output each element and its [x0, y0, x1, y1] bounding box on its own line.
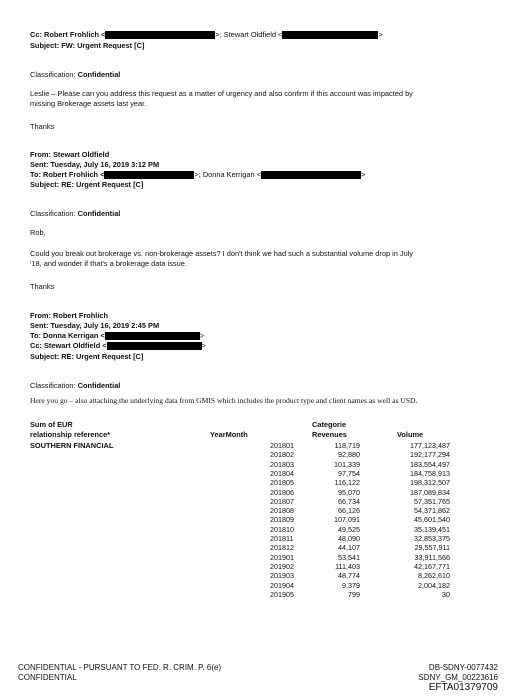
email3-sent: Sent: Tuesday, July 16, 2019 2:45 PM [30, 321, 160, 330]
table-cell-revenue: 107,091 [334, 515, 360, 525]
table-cell-yearmonth: 201803 [270, 459, 294, 469]
table-cell-revenue: 49,525 [338, 524, 360, 534]
table-cell-revenue: 95,070 [338, 487, 360, 497]
table-cell-yearmonth: 201809 [270, 515, 294, 525]
table-cell-volume: 184,758,913 [410, 468, 450, 478]
table-cell-yearmonth: 201903 [270, 571, 294, 581]
footer-bates-1: DB-SDNY-0077432 [428, 663, 498, 672]
table-cell-volume: 187,089,834 [410, 487, 450, 497]
table-cell-revenue: 9,379 [342, 580, 360, 590]
table-cell-revenue: 48,090 [338, 534, 360, 543]
redaction-box [104, 171, 194, 179]
table-cell-yearmonth: 201802 [270, 450, 294, 460]
table-cell-yearmonth: 201811 [270, 534, 294, 543]
email2-to: To: Robert Frohlich < >; Donna Kerrigan < > [30, 170, 366, 179]
email3-classification: Classification: Confidential [30, 381, 121, 390]
email2-body-line2: '18, and wonder if that's a brokerage data issue. [30, 259, 187, 268]
footer-efta-number: EFTA01379709 [428, 682, 498, 693]
table-header-volume: Volume [397, 430, 424, 439]
email2-greeting: Rob, [30, 228, 46, 237]
table-cell-revenue: 48,774 [338, 571, 360, 581]
table-cell-volume: 198,312,507 [410, 478, 450, 488]
table-cell-revenue: 44,107 [338, 543, 360, 553]
table-cell-yearmonth: 201808 [270, 506, 294, 516]
email1-body-line1: Leslie – Please can you address this request as a matter of urgency and also confirm if this account was impacted by [30, 89, 413, 98]
table-cell-yearmonth: 201804 [270, 468, 294, 478]
table-cell-revenue: 111,403 [335, 561, 360, 571]
table-client-name: SOUTHERN FINANCIAL [30, 441, 114, 450]
table-cell-volume: 35,139,451 [414, 524, 450, 534]
redaction-box [282, 31, 378, 39]
redaction-box [105, 332, 200, 340]
email3-to: To: Donna Kerrigan < > [30, 331, 205, 340]
table-header-sum: Sum of EUR [30, 420, 73, 429]
email2-sent: Sent: Tuesday, July 16, 2019 3:12 PM [30, 160, 160, 169]
table-cell-volume: 8,262,610 [418, 571, 450, 581]
email1-cc-line: Cc: Robert Frohlich < >; Stewart Oldfield < > [30, 30, 383, 39]
table-cell-yearmonth: 201807 [270, 496, 294, 506]
table-header-relationship: relationship reference* [30, 430, 111, 439]
table-cell-volume: 33,911,566 [414, 552, 450, 562]
email1-classification: Classification: Confidential [30, 70, 121, 79]
table-cell-yearmonth: 201801 [270, 441, 294, 450]
table-cell-revenue: 799 [348, 589, 360, 599]
email3-subject: Subject: RE: Urgent Request [C] [30, 352, 144, 361]
table-cell-yearmonth: 201904 [270, 580, 294, 590]
table-cell-volume: 29,557,911 [414, 543, 450, 553]
table-cell-volume: 183,554,497 [410, 459, 450, 469]
footer-bates-2: SDNY_GM_00223616 [418, 673, 498, 682]
table-cell-yearmonth: 201805 [270, 478, 294, 488]
table-header-categorie: Categorie [312, 420, 347, 429]
table-cell-volume: 57,351,765 [414, 496, 450, 506]
table-cell-volume: 42,167,771 [414, 561, 450, 571]
table-cell-yearmonth: 201901 [270, 552, 294, 562]
table-header-revenues: Revenues [312, 430, 347, 439]
email1-body-line2: missing Brokerage assets last year. [30, 99, 147, 108]
table-cell-volume: 192,177,294 [410, 450, 450, 460]
email1-subject: Subject: FW: Urgent Request [C] [30, 41, 145, 50]
email2-from: From: Stewart Oldfield [30, 150, 110, 159]
email1-thanks: Thanks [30, 122, 55, 131]
table-cell-yearmonth: 201810 [270, 524, 294, 534]
redaction-box [105, 31, 215, 39]
email2-thanks: Thanks [30, 282, 55, 291]
email3-from: From: Robert Frohlich [30, 311, 109, 320]
table-cell-revenue: 118,719 [334, 441, 360, 450]
table-cell-volume: 2,004,182 [418, 580, 450, 590]
email2-classification: Classification: Confidential [30, 209, 121, 218]
email3-cc: Cc: Stewart Oldfield < > [30, 341, 206, 350]
footer-confidential-2: CONFIDENTIAL [18, 673, 77, 682]
table-cell-volume: 30 [442, 589, 450, 599]
email2-body-line1: Could you break out brokerage vs. non-brokerage assets? I don't think we had such a substantial volume drop in July [30, 249, 414, 258]
redaction-box [261, 171, 361, 179]
table-cell-revenue: 116,122 [334, 478, 360, 488]
email3-body: Here you go – also attaching the underlying data from GMIS which includes the product type and client names as well as USD. [30, 396, 418, 405]
table-cell-revenue: 97,754 [338, 468, 360, 478]
cc-name-1: Robert Frohlich < [43, 30, 106, 39]
table-cell-yearmonth: 201905 [270, 589, 294, 599]
table-header-yearmonth: YearMonth [210, 430, 248, 439]
table-cell-revenue: 66,126 [338, 506, 360, 516]
table-cell-revenue: 101,339 [334, 459, 360, 469]
table-cell-yearmonth: 201812 [270, 543, 294, 553]
table-cell-yearmonth: 201902 [270, 561, 294, 571]
table-cell-volume: 45,601,540 [414, 515, 450, 525]
table-cell-volume: 177,123,487 [410, 441, 450, 450]
footer-confidential-1: CONFIDENTIAL - PURSUANT TO FED. R. CRIM. P. 6(e) [18, 663, 222, 672]
email2-subject: Subject: RE: Urgent Request [C] [30, 180, 144, 189]
table-cell-yearmonth: 201806 [270, 487, 294, 497]
table-cell-revenue: 92,880 [338, 450, 360, 460]
redaction-box [107, 342, 202, 350]
table-cell-revenue: 53,541 [338, 552, 360, 562]
table-cell-revenue: 66,734 [338, 496, 360, 506]
table-cell-volume: 54,371,862 [414, 506, 450, 516]
table-cell-volume: 32,853,375 [414, 534, 450, 543]
